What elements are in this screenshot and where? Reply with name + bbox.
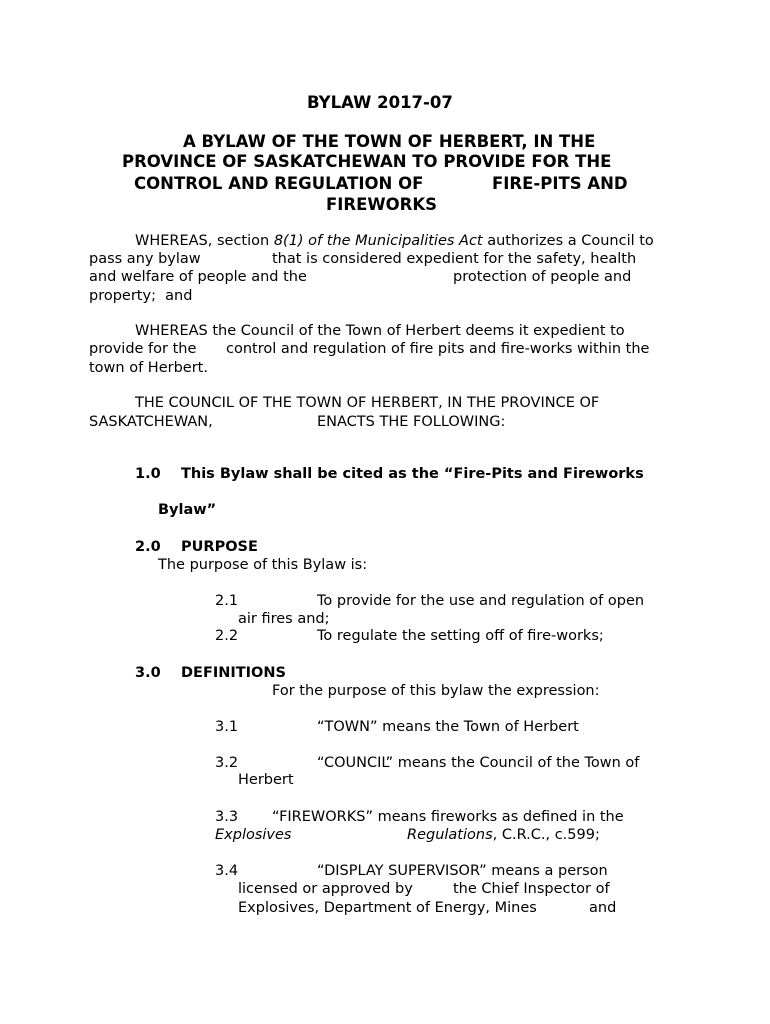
- enact-line-1: THE COUNCIL OF THE TOWN OF HERBERT, IN THE PROVINCE OF: [135, 395, 600, 411]
- definition-3-3-number: 3.3: [215, 809, 239, 825]
- enact-line-2a: SASKATCHEWAN,: [89, 414, 213, 430]
- section-2-intro: The purpose of this Bylaw is:: [158, 557, 368, 573]
- item-2-2-text: To regulate the setting off of fire-works;: [317, 628, 604, 644]
- item-2-1-number: 2.1: [215, 593, 239, 609]
- definition-3-3-regulations: Regulations, C.R.C., c.599;: [407, 827, 600, 843]
- bylaw-number: BYLAW 2017-07: [307, 93, 453, 112]
- title-line-2: PROVINCE OF SASKATCHEWAN TO PROVIDE FOR THE: [122, 152, 612, 171]
- section-1-text-cont: Bylaw”: [158, 502, 217, 518]
- definition-3-2-number: 3.2: [215, 755, 239, 771]
- item-2-1-text: To provide for the use and regulation of open: [317, 593, 645, 609]
- definition-3-2-text-cont: Herbert: [238, 772, 294, 788]
- whereas1-line-4: property; and: [89, 288, 193, 304]
- definition-3-4-line-3a: Explosives, Department of Energy, Mines: [238, 900, 537, 916]
- whereas2-line-1: WHEREAS the Council of the Town of Herbert deems it expedient to: [135, 323, 625, 339]
- title-line-1: A BYLAW OF THE TOWN OF HERBERT, IN THE: [183, 132, 596, 151]
- section-1-number: 1.0: [135, 466, 161, 482]
- enact-line-2b: ENACTS THE FOLLOWING:: [317, 414, 506, 430]
- whereas1-line-3a: and welfare of people and the: [89, 269, 307, 285]
- title-line-4: FIREWORKS: [326, 195, 437, 214]
- title-line-3a: CONTROL AND REGULATION OF: [134, 174, 424, 193]
- definition-3-1-text: “TOWN” means the Town of Herbert: [317, 719, 579, 735]
- definition-3-4-text: “DISPLAY SUPERVISOR” means a person: [317, 863, 608, 879]
- definition-3-3-explosives: Explosives: [215, 827, 292, 843]
- whereas1-line-1: WHEREAS, section 8(1) of the Municipalities Act authorizes a Council to: [135, 233, 654, 249]
- section-1-text: This Bylaw shall be cited as the “Fire-Pits and Fireworks: [181, 466, 644, 482]
- whereas2-line-3: town of Herbert.: [89, 360, 208, 376]
- definition-3-4-number: 3.4: [215, 863, 239, 879]
- section-2-number: 2.0: [135, 539, 161, 555]
- definition-3-4-line-2b: the Chief Inspector of: [453, 881, 610, 897]
- item-2-1-text-cont: air fires and;: [238, 611, 330, 627]
- whereas2-line-2a: provide for the: [89, 341, 197, 357]
- definition-3-1-number: 3.1: [215, 719, 239, 735]
- section-3-number: 3.0: [135, 665, 161, 681]
- definition-3-3-text: “FIREWORKS” means fireworks as defined in the: [272, 809, 624, 825]
- item-2-2-number: 2.2: [215, 628, 239, 644]
- definition-3-4-line-2a: licensed or approved by: [238, 881, 413, 897]
- whereas1-line-2a: pass any bylaw: [89, 251, 201, 267]
- section-3-heading: DEFINITIONS: [181, 665, 286, 681]
- title-line-3b: FIRE-PITS AND: [492, 174, 628, 193]
- whereas1-line-2b: that is considered expedient for the safety, health: [272, 251, 637, 267]
- whereas2-line-2b: control and regulation of fire pits and fire-works within the: [226, 341, 650, 357]
- whereas1-line-3b: protection of people and: [453, 269, 632, 285]
- definition-3-4-line-3b: and: [589, 900, 617, 916]
- section-3-intro: For the purpose of this bylaw the expression:: [272, 683, 600, 699]
- section-2-heading: PURPOSE: [181, 539, 258, 555]
- definition-3-2-text: “COUNCIL” means the Council of the Town of: [317, 755, 640, 771]
